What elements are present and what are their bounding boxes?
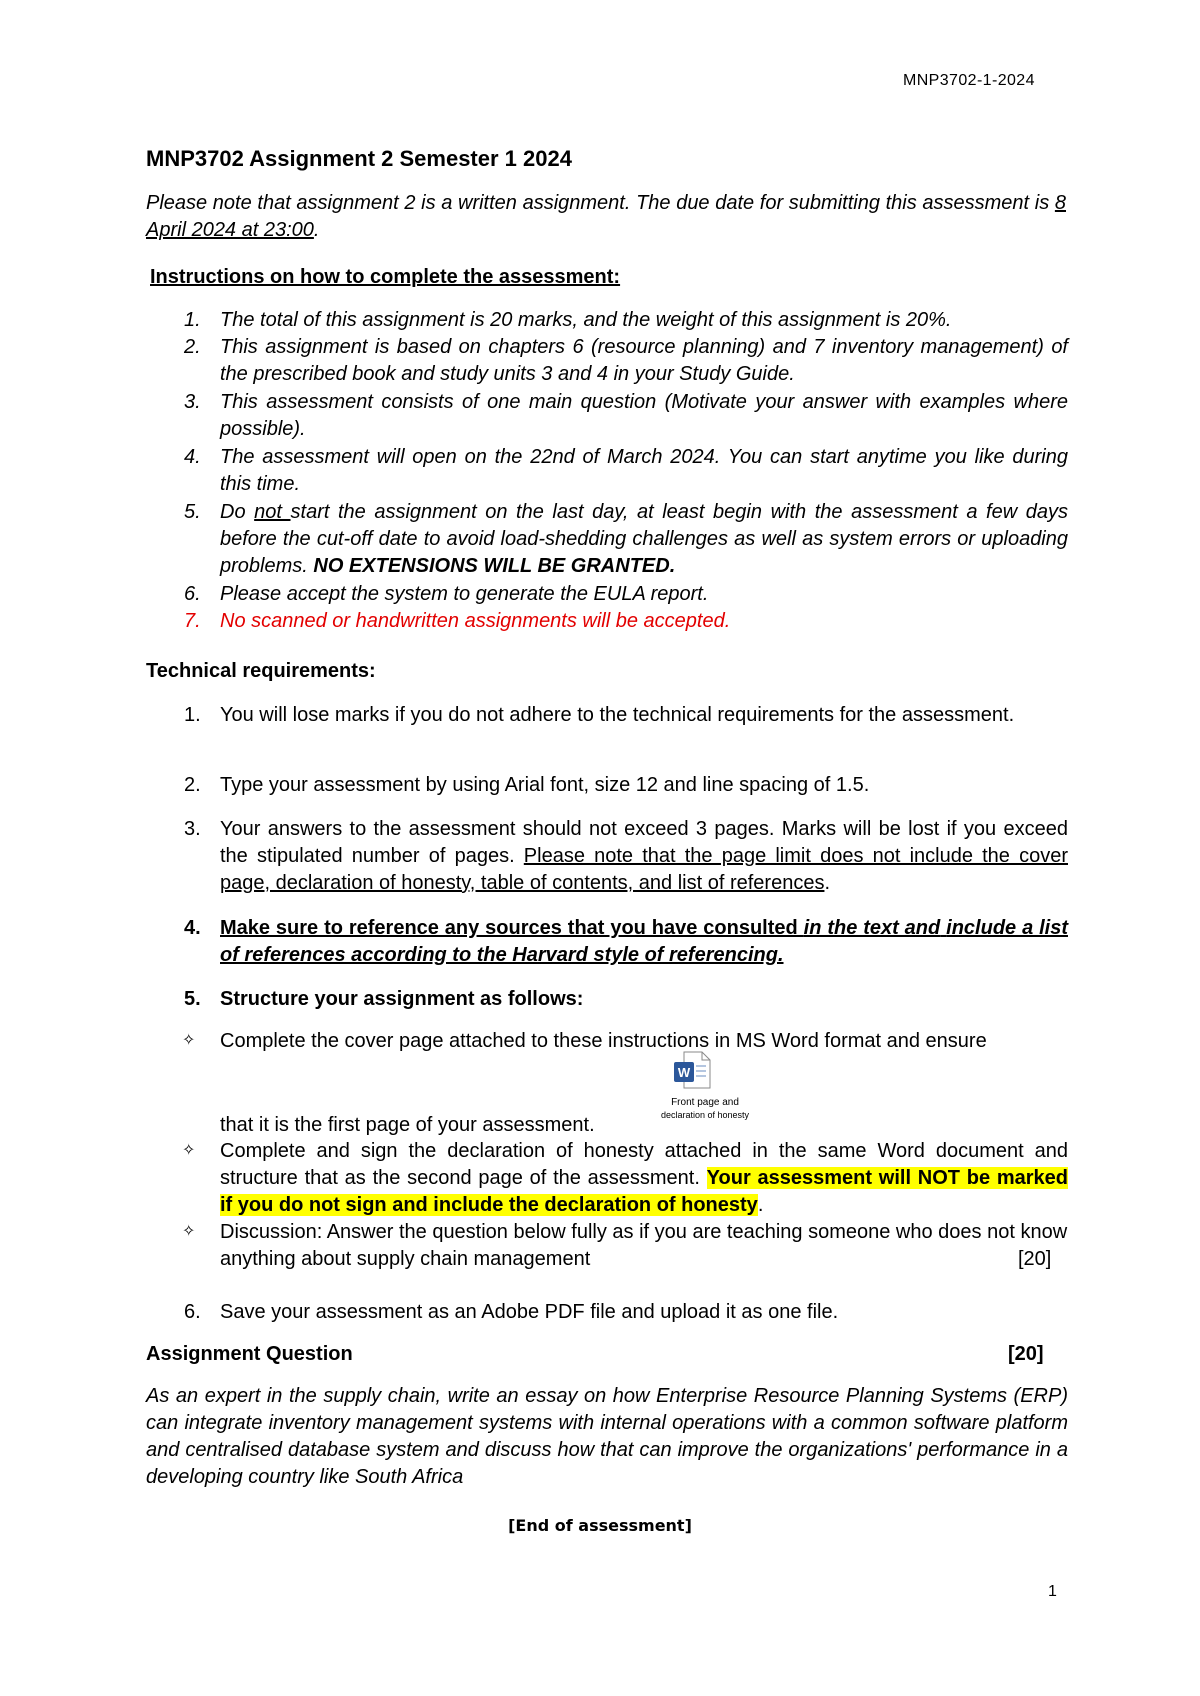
page-number: 1: [1048, 1583, 1057, 1600]
bullet-declaration: Complete and sign the declaration of honesty attached in the same Word document and structure that as the second page of the assessment. Your assessment will NOT be marked if you do not sign and include the declaration of honesty.: [220, 1140, 1068, 1216]
diamond-bullet-icon: ✧: [182, 1032, 196, 1049]
page-limit-note: Please note that the page limit does not include the cover page, declaration of honesty, table of contents, and list of references: [220, 845, 1068, 894]
instructions-heading: Instructions on how to complete the assessment:: [150, 266, 621, 288]
header-course-code: MNP3702-1-2024: [903, 72, 1035, 89]
question-marks: [20]: [1008, 1343, 1044, 1365]
attachment-caption: Front page and declaration of honesty: [660, 1097, 750, 1120]
discussion-marks: [20]: [1018, 1248, 1052, 1270]
diamond-bullet-icon: ✧: [182, 1142, 196, 1159]
end-of-assessment: [End of assessment]: [508, 1516, 692, 1535]
diamond-bullet-icon: ✧: [182, 1223, 196, 1240]
intro-text-end: .: [313, 219, 320, 241]
due-date: 8 April 2024 at 23:00: [146, 192, 1066, 241]
svg-text:W: W: [677, 1065, 691, 1080]
question-heading: Assignment Question: [146, 1343, 353, 1365]
bullet-cover-page-line2: that it is the first page of your assessment.: [220, 1114, 595, 1136]
declaration-warning: Your assessment will NOT be marked if you do not sign and include the declaration of honesty: [220, 1167, 1068, 1216]
bullet-discussion: Discussion: Answer the question below fully as if you are teaching someone who does not know anything about supply chain management: [220, 1221, 1068, 1270]
intro-text: Please note that assignment 2 is a written assignment. The due date for submitting this assessment is: [146, 192, 1055, 214]
technical-heading: Technical requirements:: [146, 660, 376, 682]
question-text: As an expert in the supply chain, write an essay on how Enterprise Resource Planning Systems (ERP) can integrate inventory management systems with internal operations with a common software platform and centralised database system and discuss how that can improve the organizations' performance in a developing country like South Africa: [146, 1385, 1068, 1488]
intro-paragraph: [146, 190, 1066, 244]
document-title: MNP3702 Assignment 2 Semester 1 2024: [146, 146, 572, 171]
underlined-not: not: [254, 501, 291, 523]
word-document-icon[interactable]: [672, 1050, 712, 1090]
no-extensions-warning: NO EXTENSIONS WILL BE GRANTED.: [313, 555, 676, 577]
bullet-cover-page-line1: Complete the cover page attached to these instructions in MS Word format and ensure: [220, 1030, 987, 1052]
